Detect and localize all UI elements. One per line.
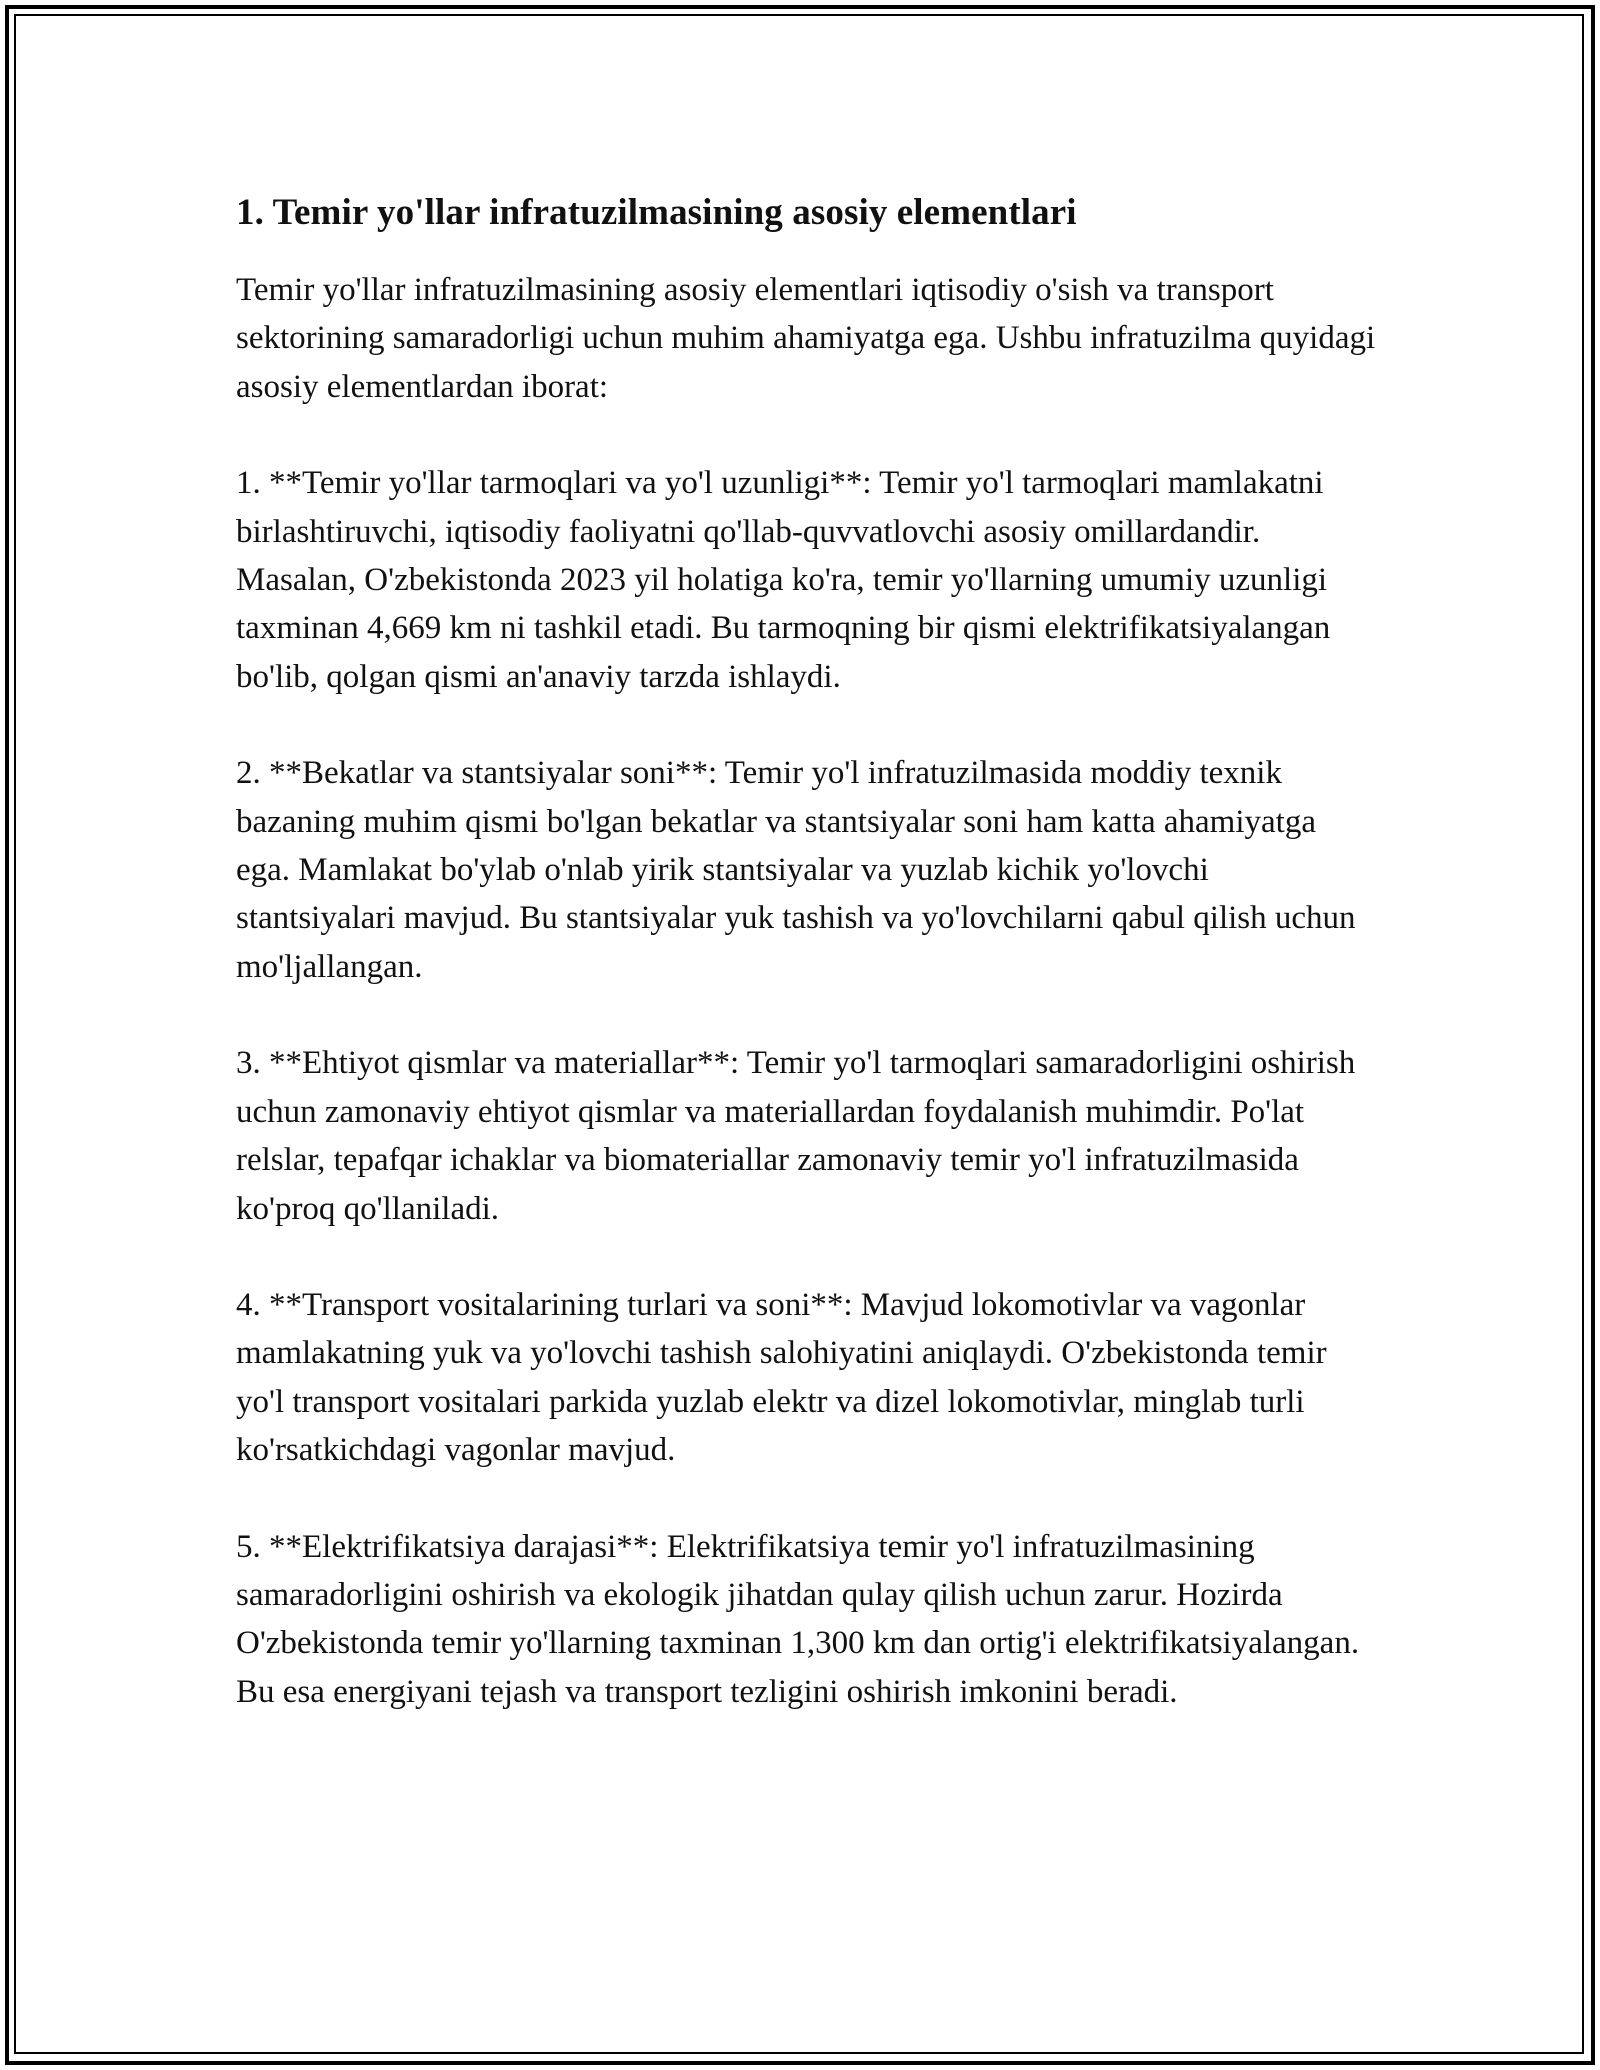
list-item: 4. **Transport vositalarining turlari va soni**: Mavjud lokomotivlar va vagonlar mamlakatning yuk va yo'lovchi tashish salohiyatini aniqlaydi. O'zbekistonda temir yo'l transport vositalari parkida yuzlab elektr va dizel lokomotivlar, minglab turli ko'rsatkichdagi vagonlar mavjud.: [236, 1286, 1327, 1469]
document-body: [236, 188, 1376, 1764]
intro-paragraph: Temir yo'llar infratuzilmasining asosiy elementlari iqtisodiy o'sish va transport sektorining samaradorligi uchun muhim ahamiyatga ega. Ushbu infratuzilma quyidagi asosiy elementlardan iborat:: [236, 272, 1376, 405]
list-item: 5. **Elektrifikatsiya darajasi**: Elektrifikatsiya temir yo'l infratuzilmasining samaradorligini oshirish va ekologik jihatdan qulay qilish uchun zarur. Hozirda O'zbekistonda temir yo'llarning taxminan 1,300 km dan ortig'i elektrifikatsiyalangan. Bu esa energiyani tejash va transport tezligini oshirish imkonini beradi.: [236, 1528, 1360, 1710]
list-item: 2. **Bekatlar va stantsiyalar soni**: Temir yo'l infratuzilmasida moddiy texnik bazaning muhim qismi bo'lgan bekatlar va stantsiyalar soni ham katta ahamiyatga ega. Mamlakat bo'ylab o'nlab yirik stantsiyalar va yuzlab kichik yo'lovchi stantsiyalari mavjud. Bu stantsiyalar yuk tashish va yo'lovchilarni qabul qilish uchun mo'ljallangan.: [236, 755, 1356, 985]
section-title: 1. Temir yo'llar infratuzilmasining asosiy elementlari: [236, 192, 1077, 233]
list-item: 1. **Temir yo'llar tarmoqlari va yo'l uzunligi**: Temir yo'l tarmoqlari mamlakatni birlashtiruvchi, iqtisodiy faoliyatni qo'llab-quvvatlovchi asosiy omillardandir. Masalan, O'zbekistonda 2023 yil holatiga ko'ra, temir yo'llarning umumiy uzunligi taxminan 4,669 km ni tashkil etadi. Bu tarmoqning bir qismi elektrifikatsiyalangan bo'lib, qolgan qismi an'anaviy tarzda ishlaydi.: [236, 465, 1331, 695]
list-item: 3. **Ehtiyot qismlar va materiallar**: Temir yo'l tarmoqlari samaradorligini oshirish uchun zamonaviy ehtiyot qismlar va materiallardan foydalanish muhimdir. Po'lat relslar, tepafqar ichaklar va biomateriallar zamonaviy temir yo'l infratuzilmasida ko'proq qo'llaniladi.: [236, 1045, 1356, 1227]
